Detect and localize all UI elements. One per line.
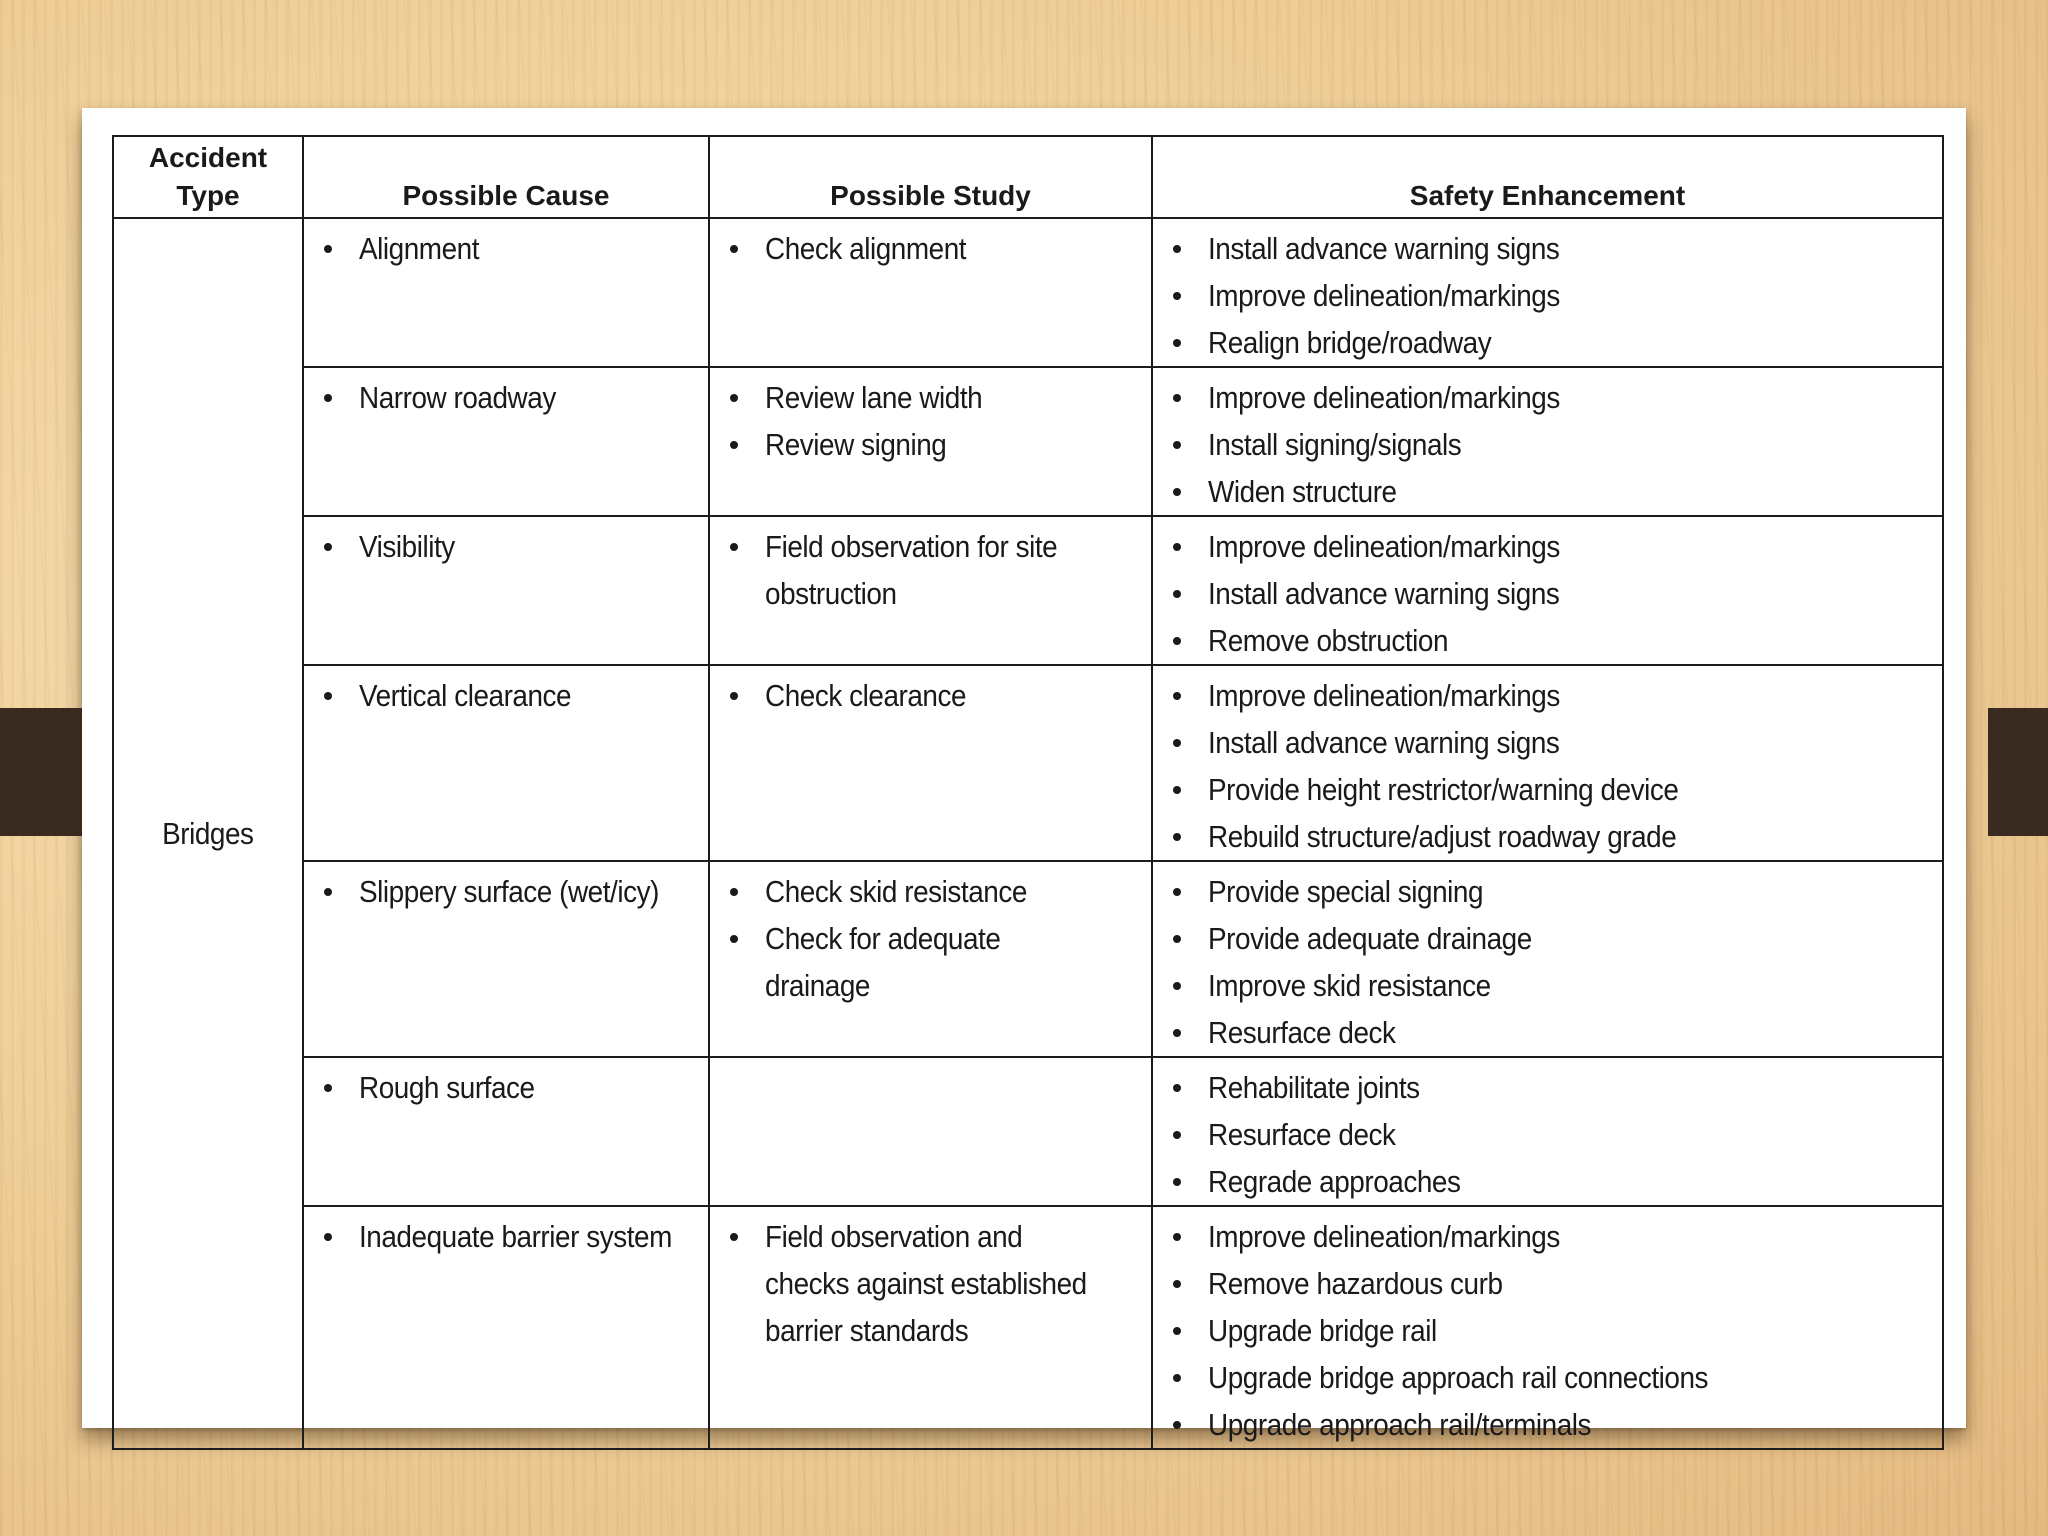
study-text: Check alignment (765, 231, 967, 266)
cause-cell (303, 1206, 709, 1449)
enhancement-text: Improve delineation/markings (1208, 678, 1560, 713)
enhancement-list (1153, 666, 1942, 860)
enhancement-text: Provide adequate drainage (1208, 921, 1532, 956)
cause-list (304, 1058, 708, 1111)
enhancement-cell (1152, 1206, 1943, 1449)
cause-cell (303, 218, 709, 367)
cause-cell (303, 665, 709, 861)
study-item (710, 523, 1151, 617)
study-item (710, 374, 1151, 421)
enhancement-item (1153, 272, 1942, 319)
table-body (113, 218, 1943, 1449)
enhancement-text: Install signing/signals (1208, 427, 1462, 462)
enhancement-item (1153, 1401, 1942, 1448)
enhancement-cell (1152, 665, 1943, 861)
study-cell (709, 861, 1152, 1057)
cause-cell (303, 861, 709, 1057)
enhancement-item (1153, 868, 1942, 915)
cause-list (304, 1207, 708, 1260)
enhancement-text: Regrade approaches (1208, 1164, 1461, 1199)
study-cell (709, 1206, 1152, 1449)
cause-text: Visibility (359, 529, 455, 564)
enhancement-text: Improve delineation/markings (1208, 1219, 1560, 1254)
study-text: Field observation for site obstruction (765, 529, 1058, 611)
study-item (710, 225, 1151, 272)
study-list (710, 517, 1151, 617)
cause-list (304, 862, 708, 915)
cause-text: Inadequate barrier system (359, 1219, 672, 1254)
enhancement-item (1153, 1260, 1942, 1307)
study-cell (709, 367, 1152, 516)
cause-list (304, 666, 708, 719)
accident-type-label: Bridges (162, 815, 254, 851)
header-row (113, 136, 1943, 218)
enhancement-text: Upgrade bridge approach rail connections (1208, 1360, 1709, 1395)
cause-item (304, 672, 708, 719)
enhancement-item (1153, 719, 1942, 766)
enhancement-item (1153, 570, 1942, 617)
enhancement-cell (1152, 861, 1943, 1057)
enhancement-text: Remove hazardous curb (1208, 1266, 1503, 1301)
study-list (710, 862, 1151, 1009)
enhancement-text: Install advance warning signs (1208, 576, 1560, 611)
study-list (710, 1207, 1151, 1354)
cause-text: Alignment (359, 231, 480, 266)
enhancement-list (1153, 1207, 1942, 1448)
enhancement-text: Improve delineation/markings (1208, 380, 1560, 415)
enhancement-item (1153, 962, 1942, 1009)
study-list (710, 1058, 1151, 1064)
enhancement-item (1153, 1064, 1942, 1111)
cause-text: Vertical clearance (359, 678, 572, 713)
cause-list (304, 368, 708, 421)
header-accident-type: Accident Type (113, 136, 303, 218)
enhancement-item (1153, 374, 1942, 421)
enhancement-text: Remove obstruction (1208, 623, 1449, 658)
cause-item (304, 523, 708, 570)
enhancement-item (1153, 766, 1942, 813)
enhancement-cell (1152, 367, 1943, 516)
enhancement-text: Install advance warning signs (1208, 231, 1560, 266)
cause-item (304, 1064, 708, 1111)
header-possible-cause: Possible Cause (303, 136, 709, 218)
enhancement-text: Improve delineation/markings (1208, 278, 1560, 313)
cause-cell (303, 516, 709, 665)
study-text: Review signing (765, 427, 947, 462)
accident-table (112, 135, 1944, 1450)
header-safety-enhancement: Safety Enhancement (1152, 136, 1943, 218)
cause-item (304, 374, 708, 421)
enhancement-item (1153, 1213, 1942, 1260)
table-row (113, 367, 1943, 516)
study-list (710, 368, 1151, 468)
enhancement-text: Provide special signing (1208, 874, 1484, 909)
cause-list (304, 219, 708, 272)
enhancement-item (1153, 915, 1942, 962)
enhancement-list (1153, 219, 1942, 366)
enhancement-text: Improve skid resistance (1208, 968, 1491, 1003)
cause-text: Rough surface (359, 1070, 535, 1105)
enhancement-item (1153, 617, 1942, 664)
enhancement-item (1153, 421, 1942, 468)
enhancement-cell (1152, 1057, 1943, 1206)
enhancement-item (1153, 1354, 1942, 1401)
study-text: Check skid resistance (765, 874, 1027, 909)
table-row (113, 861, 1943, 1057)
enhancement-item (1153, 319, 1942, 366)
enhancement-text: Realign bridge/roadway (1208, 325, 1492, 360)
table-row (113, 516, 1943, 665)
cause-cell (303, 1057, 709, 1206)
cause-item (304, 1213, 708, 1260)
enhancement-text: Upgrade approach rail/terminals (1208, 1407, 1592, 1442)
enhancement-item (1153, 813, 1942, 860)
enhancement-text: Upgrade bridge rail (1208, 1313, 1437, 1348)
enhancement-text: Improve delineation/markings (1208, 529, 1560, 564)
table-row (113, 218, 1943, 367)
study-text: Review lane width (765, 380, 983, 415)
table-row (113, 665, 1943, 861)
enhancement-item (1153, 468, 1942, 515)
enhancement-text: Install advance warning signs (1208, 725, 1560, 760)
enhancement-list (1153, 1058, 1942, 1205)
accident-type-cell (113, 218, 303, 1449)
enhancement-item (1153, 672, 1942, 719)
study-cell (709, 516, 1152, 665)
enhancement-item (1153, 1307, 1942, 1354)
study-item (710, 421, 1151, 468)
table-row (113, 1206, 1943, 1449)
enhancement-text: Provide height restrictor/warning device (1208, 772, 1679, 807)
cause-text: Narrow roadway (359, 380, 556, 415)
study-item (710, 1213, 1151, 1354)
study-list (710, 219, 1151, 272)
cause-item (304, 868, 708, 915)
enhancement-item (1153, 225, 1942, 272)
table-row (113, 1057, 1943, 1206)
cause-list (304, 517, 708, 570)
cause-cell (303, 367, 709, 516)
enhancement-list (1153, 368, 1942, 515)
enhancement-text: Rehabilitate joints (1208, 1070, 1420, 1105)
study-cell (709, 1057, 1152, 1206)
study-item (710, 915, 1151, 1009)
study-item (710, 672, 1151, 719)
enhancement-text: Resurface deck (1208, 1117, 1396, 1152)
study-item (710, 868, 1151, 915)
study-cell (709, 665, 1152, 861)
study-text: Field observation and checks against established barrier standards (765, 1219, 1087, 1348)
dark-band-right (1988, 708, 2048, 836)
enhancement-item (1153, 1009, 1942, 1056)
table-sheet (82, 108, 1966, 1442)
enhancement-text: Resurface deck (1208, 1015, 1396, 1050)
enhancement-cell (1152, 218, 1943, 367)
enhancement-list (1153, 862, 1942, 1056)
study-list (710, 666, 1151, 719)
enhancement-item (1153, 523, 1942, 570)
enhancement-text: Widen structure (1208, 474, 1397, 509)
study-text: Check for adequate drainage (765, 921, 1001, 1003)
cause-text: Slippery surface (wet/icy) (359, 874, 659, 909)
study-text: Check clearance (765, 678, 967, 713)
cause-item (304, 225, 708, 272)
enhancement-text: Rebuild structure/adjust roadway grade (1208, 819, 1677, 854)
enhancement-cell (1152, 516, 1943, 665)
study-cell (709, 218, 1152, 367)
enhancement-item (1153, 1158, 1942, 1205)
header-possible-study: Possible Study (709, 136, 1152, 218)
enhancement-list (1153, 517, 1942, 664)
enhancement-item (1153, 1111, 1942, 1158)
